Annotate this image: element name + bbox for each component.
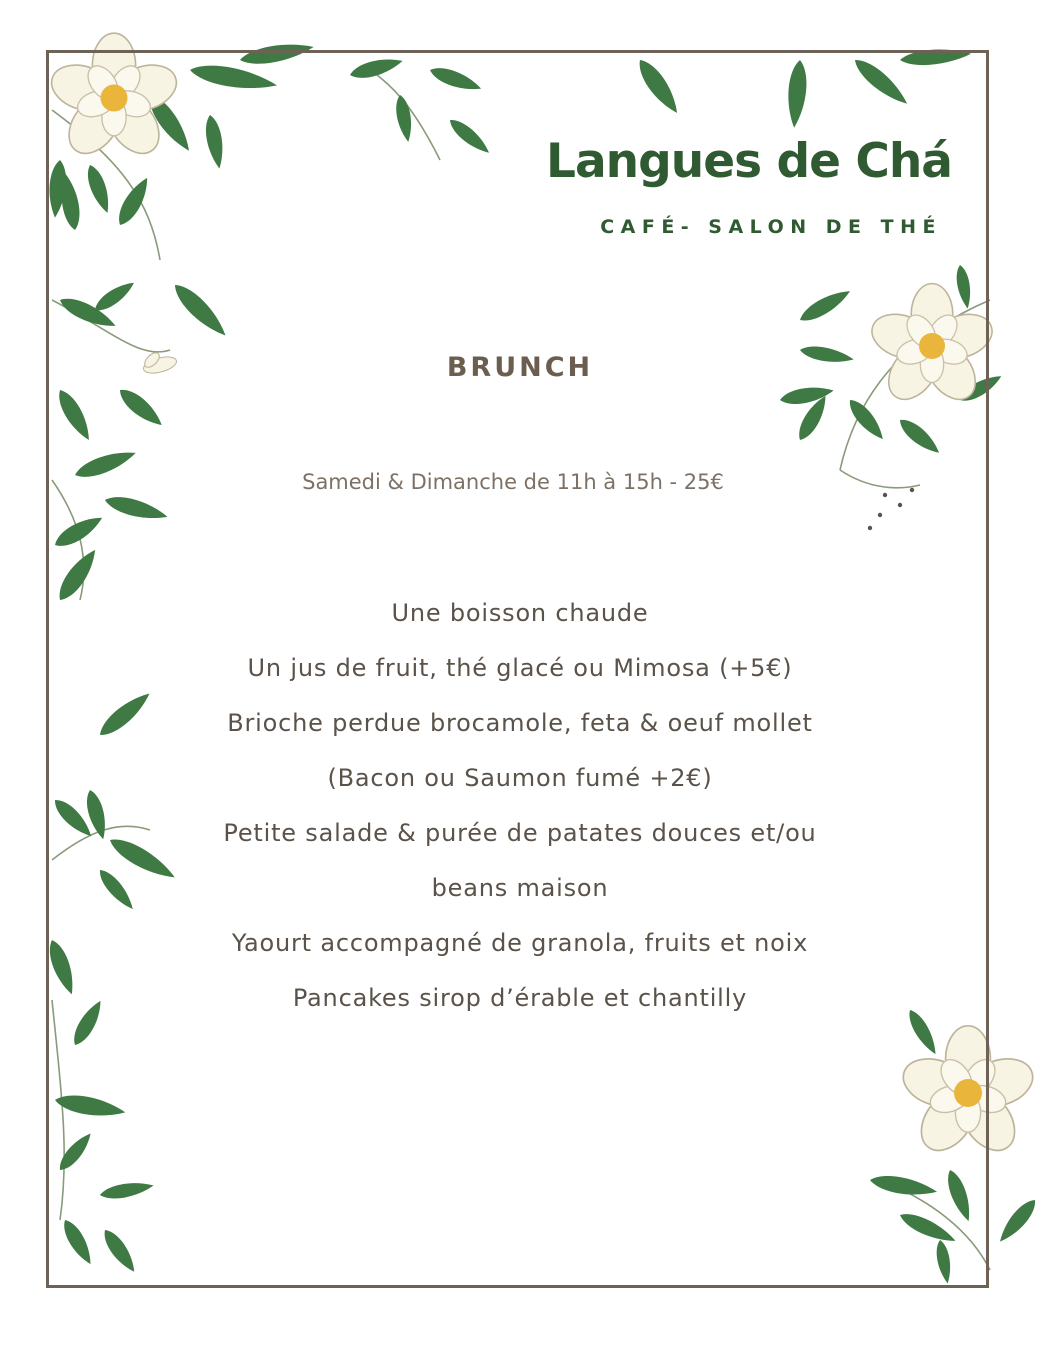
menu-item: beans maison xyxy=(431,874,609,902)
cafe-name-title: Langues de Chá xyxy=(546,134,952,189)
section-title: BRUNCH xyxy=(446,352,594,383)
menu-item: Yaourt accompagné de granola, fruits et noix xyxy=(231,929,809,957)
menu-item: Brioche perdue brocamole, feta & oeuf mollet xyxy=(227,709,813,737)
menu-item: Un jus de fruit, thé glacé ou Mimosa (+5€) xyxy=(247,654,793,682)
menu-item: Pancakes sirop d’érable et chantilly xyxy=(292,984,748,1012)
menu-item: (Bacon ou Saumon fumé +2€) xyxy=(327,764,713,792)
brunch-schedule: Samedi & Dimanche de 11h à 15h - 25€ xyxy=(302,470,724,494)
brunch-menu-list xyxy=(0,586,1040,1026)
cafe-subtitle: CAFÉ- SALON DE THÉ xyxy=(600,216,942,238)
menu-item: Petite salade & purée de patates douces et/ou xyxy=(223,819,817,847)
menu-item: Une boisson chaude xyxy=(391,599,649,627)
